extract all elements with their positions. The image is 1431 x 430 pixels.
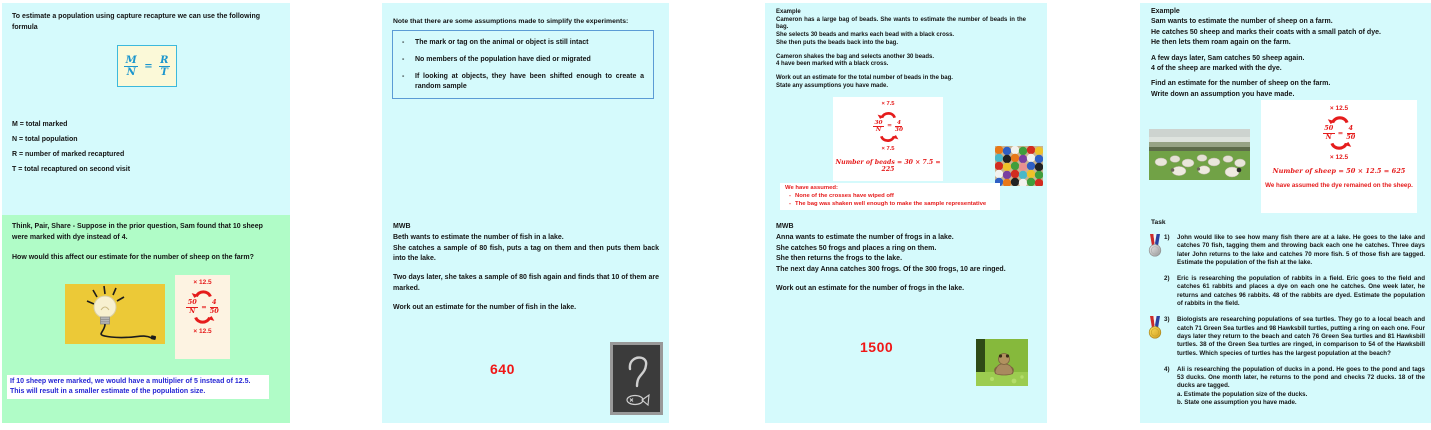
think-pair-share-prompt: Think, Pair, Share - Suppose in the prior question, Sam found that 10 sheep were marked with dye instead of 4.: [12, 223, 263, 241]
assumptions-note: Note that there are some assumptions made to simplify the experiments:: [393, 18, 629, 25]
bullet-dash: -: [789, 192, 791, 199]
slide-example-beads-mwb-frogs: [765, 3, 1047, 423]
sheep-result-line: Number of sheep = 50 × 12.5 = 625: [1272, 166, 1406, 175]
bullet-dash: -: [402, 39, 405, 46]
example-line: 4 have been marked with a black cross.: [776, 61, 889, 68]
formula-numerator-m: M: [125, 54, 137, 66]
task-text: John would like to see how many fish there are at a lake. He goes to the lake and catches 70 fish, tagging them and throwing back each one he catches. Three days later John returns to the lake and catches 70 more fish. 5 of those fish are tagged. Estimate the population of the fish at the lake.: [1177, 234, 1425, 266]
cycle-den-right: 50: [1346, 132, 1356, 141]
formula-equals: =: [144, 60, 153, 72]
mwb-frogs-answer: 1500: [860, 339, 894, 355]
assumed-item: - None of the crosses have wiped off: [785, 193, 995, 201]
example-line: She selects 30 beads and marks each bead with a black cross.: [776, 32, 955, 39]
cycle-arrow-top-icon: [877, 109, 899, 119]
gold-medal-icon: [1148, 316, 1164, 342]
task-sub-a: a. Estimate the population size of the ducks.: [1177, 390, 1308, 398]
cycle-arrow-bottom-icon: [1327, 142, 1352, 153]
mwb-fish-answer: 640: [490, 361, 515, 377]
beads-working-box: [833, 97, 943, 181]
multiplier-bottom-label: × 12.5: [1329, 154, 1349, 162]
slide-capture-recapture-formula: [2, 3, 290, 423]
mwb-line: She catches a sample of 80 fish, puts a tag on them and then puts them back into the lake.: [393, 244, 659, 263]
answer-line-2: This will result in a smaller estimate of the population size.: [10, 388, 206, 395]
think-pair-share-answer: [7, 375, 269, 399]
slide-assumptions-mwb-fish: [382, 3, 669, 423]
mwb-line: Anna wants to estimate the number of frogs in a lake.: [776, 233, 954, 241]
mwb-line: The next day Anna catches 300 frogs. Of the 300 frogs, 10 are ringed.: [776, 266, 1006, 274]
cycle-den-right: 50: [209, 306, 219, 315]
assumed-item: - The bag was shaken well enough to make the sample representative: [785, 201, 995, 209]
example-line: A few days later, Sam catches 50 sheep again.: [1151, 54, 1305, 62]
assumption-item: - The mark or tag on the animal or object is still intact: [402, 39, 589, 46]
example-question: Find an estimate for the number of sheep on the farm.: [1151, 80, 1331, 88]
task-title: Task: [1151, 219, 1166, 226]
task-sub-b: b. State one assumption you have made.: [1177, 399, 1297, 407]
task-item-1: [1148, 234, 1425, 267]
beads-assumptions-box: [780, 183, 1000, 210]
lightbulb-icon: [65, 284, 165, 344]
task-text: Ali is researching the population of ducks in a pond. He goes to the pond and tags 53 ducks. One month later, he returns to the pond and checks 72 ducks. 18 of the ducks are tagged.: [1177, 365, 1425, 390]
cycle-num-left: 50: [1324, 124, 1334, 133]
task-item-2: [1148, 275, 1425, 308]
task-item-3: [1148, 316, 1425, 357]
sheep-example: [1151, 7, 1425, 100]
bullet-dash: -: [402, 56, 405, 63]
definition-n: N = total population: [12, 136, 78, 143]
mwb-line: She then returns the frogs to the lake.: [776, 255, 903, 263]
definition-m: M = total marked: [12, 121, 68, 128]
cycle-den-right: 30: [894, 127, 903, 134]
question-mark-chalkboard-icon: [610, 342, 663, 415]
frog-photo: [976, 339, 1028, 391]
assumption-item: - If looking at objects, they have been shifted enough to create a random sample: [402, 73, 644, 90]
formula-denominator-n: N: [126, 66, 136, 78]
sheep-working-box: [1261, 100, 1417, 213]
cycle-num-right: 4: [211, 298, 217, 307]
cycle-equals: =: [201, 302, 207, 311]
lightbulb-image: [65, 284, 165, 344]
example-title: Example: [776, 9, 801, 15]
task-section: [1148, 219, 1425, 407]
task-text-group: [1177, 366, 1425, 407]
example-title: Example: [1151, 8, 1180, 15]
frog-photo-icon: [976, 339, 1028, 386]
task-text: Eric is researching the population of rabbits in a field. Eric goes to the field and catches 61 rabbits and places a dye on each one he catches. One week later, he returns and catches 96 rabbits. 48 of the rabbits are dyed. Estimate the population of rabbits in the field.: [1177, 275, 1425, 308]
cycle-arrow-bottom-icon: [191, 316, 215, 327]
assumption-item: - No members of the population have died or migrated: [402, 56, 591, 63]
task-number: 3): [1164, 316, 1170, 324]
beads-example: [776, 9, 1026, 90]
example-line: She then puts the beads back into the bag.: [776, 39, 899, 46]
sheep-field-photo-icon: [1149, 129, 1250, 180]
chalkboard-question-image: [610, 342, 663, 420]
definitions-list: [12, 120, 272, 180]
mwb-title: MWB: [393, 223, 411, 230]
cycle-equals: =: [887, 123, 892, 130]
example-line: He then lets them roam again on the farm.: [1151, 39, 1291, 47]
intro-text: To estimate a population using capture recapture we can use the following formula: [12, 13, 261, 31]
cycle-den-left: N: [875, 127, 882, 134]
cycle-num-right: 4: [896, 119, 901, 126]
bullet-dash: -: [402, 73, 405, 80]
formula-m-n-r-t: [124, 55, 170, 78]
example-line: 4 of the sheep are marked with the dye.: [1151, 65, 1282, 73]
slide-example-sheep-task: [1140, 3, 1431, 423]
formula-numerator-r: R: [160, 54, 169, 66]
example-question: Write down an assumption you have made.: [1151, 90, 1295, 98]
formula-denominator-t: T: [160, 66, 168, 78]
think-pair-share-question: How would this affect our estimate for the number of sheep on the farm?: [12, 254, 254, 261]
example-line: Cameron shakes the bag and selects another 30 beads.: [776, 53, 935, 60]
multiplier-cycle-diagram: [175, 275, 230, 359]
mwb-fish-problem: [393, 222, 659, 314]
example-line: He catches 50 sheep and marks their coats with a small patch of dye.: [1151, 28, 1381, 36]
assumed-title: We have assumed:: [785, 185, 838, 191]
cycle-arrow-top-icon: [1327, 113, 1352, 124]
cycle-arrow-bottom-icon: [877, 135, 899, 145]
cycle-den-left: N: [189, 306, 196, 315]
multiplier-bottom-label: × 7.5: [881, 145, 895, 152]
sheep-field-photo: [1149, 129, 1250, 185]
example-line: Cameron has a large bag of beads. She wants to estimate the number of beads in the bag.: [776, 16, 1026, 31]
task-item-4: [1148, 366, 1425, 407]
cycle-den-left: N: [1325, 132, 1332, 141]
sheep-result-value: 625: [1391, 166, 1406, 175]
answer-line-1: If 10 sheep were marked, we would have a multiplier of 5 instead of 12.5.: [10, 378, 251, 385]
assumptions-box: [392, 30, 654, 99]
definition-t: T = total recaptured on second visit: [12, 166, 131, 173]
silver-medal-icon: [1148, 234, 1164, 260]
cycle-num-right: 4: [1348, 124, 1353, 133]
task-number: 4): [1164, 365, 1170, 373]
multiplier-top-label: × 7.5: [881, 101, 895, 107]
task-number: 2): [1164, 275, 1170, 283]
cycle-equals: =: [1337, 128, 1344, 137]
cycle-arrow-top-icon: [191, 287, 215, 298]
bullet-dash: -: [789, 200, 791, 207]
multiplier-top-label: × 12.5: [1329, 105, 1349, 112]
mwb-question: Work out an estimate for the number of frogs in the lake.: [776, 284, 965, 292]
mwb-line: Beth wants to estimate the number of fish in a lake.: [393, 233, 564, 241]
beads-photo-icon: [995, 146, 1043, 186]
example-question: State any assumptions you have made.: [776, 82, 889, 89]
definition-r: R = number of marked recaptured: [12, 151, 125, 158]
multiplier-bottom-label: × 12.5: [193, 328, 212, 336]
formula-box: [117, 45, 177, 87]
example-question: Work out an estimate for the total number of beads in the bag.: [776, 74, 953, 81]
beads-photo: [995, 146, 1043, 191]
example-line: Sam wants to estimate the number of sheep on a farm.: [1151, 18, 1333, 26]
multiplier-top-label: × 12.5: [193, 279, 212, 286]
task-text: Biologists are researching populations of sea turtles. They go to a local beach and catch 71 Green Sea turtles and 98 Hawksbill turtles, putting a ring on each one. Four days later they return to the beach and catch 76 Green Sea turtles and 81 Hawksbill turtles. 38 of the Green Sea turtles are ringed, in comparison to 54 of the Hawksbill turtles. Which species of turtles has the largest population at the beach?: [1177, 316, 1425, 357]
beads-result-line: Number of beads = 30 × 7.5 = 225: [835, 158, 941, 173]
sheep-assumption-line: We have assumed the dye remained on the sheep.: [1265, 181, 1413, 189]
mwb-title: MWB: [776, 223, 794, 230]
cycle-num-left: 50: [187, 298, 197, 307]
mwb-line: Two days later, she takes a sample of 80 fish again and finds that 10 of them are marked.: [393, 274, 659, 292]
cycle-num-left: 30: [874, 119, 883, 126]
mwb-frogs-problem: [776, 222, 1044, 295]
mwb-line: She catches 50 frogs and places a ring on them.: [776, 244, 937, 252]
beads-result-value: 225: [881, 165, 895, 173]
mwb-question: Work out an estimate for the number of fish in the lake.: [393, 303, 577, 311]
task-number: 1): [1164, 234, 1170, 241]
